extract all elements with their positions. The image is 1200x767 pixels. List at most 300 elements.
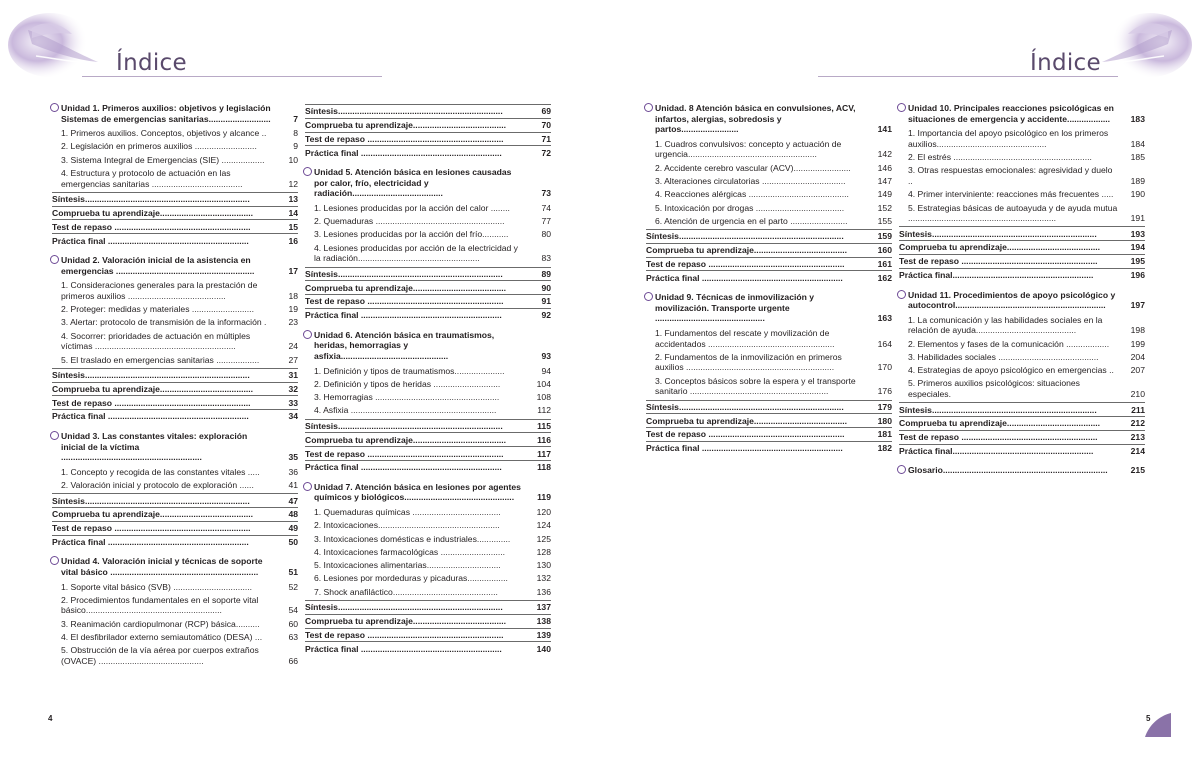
unit-heading-text: Unidad 3. Las constantes vitales: exploración inicial de la víctima ........................................................... [61, 430, 248, 463]
page-number: 4 [48, 714, 53, 723]
section-entry-page: 185 [1130, 152, 1145, 163]
unit-heading-page: 93 [541, 350, 551, 361]
circle-bullet-icon [897, 103, 906, 112]
activity-entry [305, 600, 551, 614]
section-entry-page: 19 [288, 304, 298, 315]
activity-entry-page: 160 [877, 245, 892, 256]
section-entry [305, 560, 551, 571]
section-entry-page: 207 [1130, 365, 1145, 376]
unit-heading-text: Glosario..................................................................... [908, 465, 1108, 476]
section-entry [646, 189, 892, 200]
activity-entry-page: 89 [541, 268, 551, 279]
activity-entry [646, 427, 892, 441]
section-entry-page: 210 [1130, 389, 1145, 399]
section-entry-text: 1. Cuadros convulsivos: concepto y actuación de urgencia...................................................... [655, 138, 842, 160]
section-entry-page: 41 [288, 480, 298, 490]
section-entry-page: 198 [1130, 325, 1145, 336]
section-entry-text: 3. Sistema Integral de Emergencias (SIE) .................. [61, 154, 265, 165]
section-entry-page: 130 [536, 560, 551, 571]
section-entry-text: 3. Otras respuestas emocionales: agresividad y duelo .. [908, 165, 1113, 186]
section-entry-text: 4. Socorrer: prioridades de actuación en múltiples víctimas ........................................................... [61, 330, 251, 352]
section-entry [305, 520, 551, 531]
section-entry-page: 152 [877, 202, 892, 213]
activity-entry-page: 116 [537, 434, 551, 445]
circle-bullet-icon [303, 482, 312, 491]
section-entry [305, 379, 551, 390]
unit-heading-text: Unidad 2. Valoración inicial de la asistencia en emergencias .......................................................... [61, 255, 255, 276]
section-entry [52, 595, 298, 616]
section-entry [52, 155, 298, 166]
section-entry-text: 6. Lesiones por mordeduras y picaduras................. [314, 573, 508, 584]
activity-entry-text: Test de repaso ......................................................... [305, 296, 504, 307]
activity-entry [899, 254, 1145, 268]
activity-entry-page: 15 [288, 221, 298, 232]
activity-entry [899, 268, 1145, 282]
section-entry-page: 77 [541, 216, 551, 227]
section-entry-text: 3. Conceptos básicos sobre la espera y el transporte sanitario .......................................................... [655, 375, 856, 397]
unit-heading [899, 103, 1145, 124]
section-entry [646, 216, 892, 227]
activity-entry [52, 395, 298, 409]
circle-bullet-icon [897, 290, 906, 299]
activity-entry-page: 137 [536, 602, 551, 613]
section-entry [52, 168, 298, 189]
activity-entry [305, 308, 551, 322]
section-entry-text: 3. Habilidades sociales .......................................... [908, 351, 1099, 362]
activity-entry [305, 446, 551, 460]
activity-entry-text: Test de repaso ......................................................... [52, 221, 251, 232]
activity-entry-page: 193 [1130, 228, 1145, 239]
circle-bullet-icon [644, 292, 653, 301]
section-entry-page: 125 [536, 533, 551, 544]
activity-entry-text: Síntesis..................................................................... [899, 404, 1097, 415]
section-entry-text: 3. Lesiones producidas por la acción del frío........... [314, 229, 509, 240]
activity-entry [52, 507, 298, 521]
section-entry-text: 4. Estructura y protocolo de actuación en las emergencias sanitarias ...................................... [61, 168, 243, 189]
section-entry [899, 315, 1145, 336]
activity-entry-page: 31 [288, 370, 298, 381]
circle-bullet-icon [50, 103, 59, 112]
unit-activities [305, 600, 551, 655]
section-entry [305, 216, 551, 227]
section-entry [305, 534, 551, 545]
unit-sections [52, 128, 298, 189]
activity-entry [305, 614, 551, 628]
activity-entry-text: Comprueba tu aprendizaje....................................... [899, 242, 1101, 253]
unit-sections [305, 507, 551, 597]
section-entry-page: 124 [536, 520, 551, 531]
section-entry-text: 3. Alertar: protocolo de transmisión de la información . [61, 317, 267, 328]
section-entry-text: 2. Procedimientos fundamentales en el soporte vital básico......................................................... [61, 594, 259, 616]
activity-entry-page: 194 [1130, 242, 1145, 253]
unit-heading-page: 119 [537, 492, 551, 503]
activity-entry [305, 460, 551, 474]
unit-sections [305, 366, 551, 416]
activity-entry-text: Síntesis..................................................................... [305, 602, 503, 613]
section-entry [52, 141, 298, 152]
circle-bullet-icon [50, 255, 59, 264]
activity-entry-text: Práctica final ........................................................... [305, 310, 502, 321]
activity-entry-page: 162 [877, 272, 892, 283]
section-entry-page: 128 [536, 546, 551, 557]
section-entry-page: 74 [541, 202, 551, 213]
activity-entry-page: 118 [537, 462, 551, 473]
section-entry-text: 4. Reacciones alérgicas .......................................... [655, 189, 849, 200]
activity-entry-text: Test de repaso ......................................................... [899, 256, 1098, 267]
section-entry [899, 365, 1145, 376]
activity-entry [52, 521, 298, 535]
activity-entry-text: Práctica final ........................................................... [52, 235, 249, 246]
section-entry [305, 243, 551, 264]
circle-bullet-icon [50, 431, 59, 440]
section-entry [899, 189, 1145, 200]
section-entry-page: 199 [1130, 338, 1145, 349]
circle-bullet-icon [644, 103, 653, 112]
activity-entry [52, 368, 298, 382]
section-entry-text: 2. Elementos y fases de la comunicación .................. [908, 338, 1110, 349]
activity-entry [305, 419, 551, 433]
activity-entry [305, 267, 551, 281]
section-entry-page: 149 [877, 189, 892, 200]
section-entry-page: 184 [1130, 138, 1145, 149]
toc-unit [899, 103, 1145, 282]
activity-entry-page: 92 [541, 310, 551, 321]
activity-entry [52, 409, 298, 423]
activity-entry-page: 48 [288, 509, 298, 520]
activity-entry-text: Test de repaso ......................................................... [646, 429, 845, 440]
section-entry-page: 142 [877, 149, 892, 160]
section-entry-page: 60 [288, 618, 298, 629]
activity-entry [305, 118, 551, 132]
activity-entry-text: Comprueba tu aprendizaje....................................... [52, 509, 254, 520]
activity-entry-page: 71 [541, 133, 551, 144]
activity-entry-text: Síntesis..................................................................... [52, 495, 250, 506]
activity-entry-page: 90 [541, 282, 551, 293]
section-entry [899, 128, 1145, 149]
activity-entry-page: 49 [288, 523, 298, 534]
activity-entry [305, 628, 551, 642]
activity-entry [646, 413, 892, 427]
unit-heading-text: Unidad 6. Atención básica en traumatismos, heridas, hemorragias y asfixia............................................. [314, 329, 495, 361]
activity-entry [646, 441, 892, 455]
section-entry [305, 547, 551, 558]
activity-entry-text: Comprueba tu aprendizaje....................................... [305, 120, 507, 131]
section-entry-page: 10 [288, 154, 298, 165]
activity-entry-page: 213 [1130, 432, 1145, 443]
activity-entry-page: 182 [877, 443, 892, 454]
section-entry-page: 83 [541, 253, 551, 264]
section-entry-text: 3. Alteraciones circulatorias ................................... [655, 175, 846, 186]
page-title: Índice [116, 50, 187, 76]
unit-activities [305, 419, 551, 474]
toc-unit [52, 431, 298, 548]
section-entry [899, 203, 1145, 224]
section-entry-text: 2. Proteger: medidas y materiales .......................... [61, 304, 254, 315]
activity-entry [52, 206, 298, 220]
activity-entry [899, 226, 1145, 240]
circle-bullet-icon [303, 330, 312, 339]
section-entry-text: 5. El traslado en emergencias sanitarias .................. [61, 354, 260, 365]
section-entry [646, 352, 892, 373]
section-entry-text: 1. Importancia del apoyo psicológico en los primeros auxilios.............................................. [908, 128, 1109, 149]
unit-sections [305, 203, 551, 264]
section-entry [305, 229, 551, 240]
unit-activities [646, 400, 892, 455]
section-entry [52, 645, 298, 666]
section-entry-page: 189 [1130, 175, 1145, 186]
section-entry-page: 23 [288, 317, 298, 328]
unit-heading-text: Unidad 4. Valoración inicial y técnicas de soporte vital básico .............................................................. [61, 556, 263, 577]
unit-heading-text: Unidad 9. Técnicas de inmovilización y movilización. Transporte urgente .............................................. [655, 292, 815, 324]
section-entry [305, 366, 551, 377]
activity-entry [305, 132, 551, 146]
section-entry-text: 1. Fundamentos del rescate y movilización de accidentados ..................................................... [655, 327, 835, 349]
activity-entry-text: Comprueba tu aprendizaje....................................... [899, 418, 1101, 429]
activity-entry [52, 382, 298, 396]
activity-entry-text: Test de repaso ......................................................... [305, 448, 504, 459]
activity-entry-page: 138 [536, 616, 551, 627]
section-entry [52, 480, 298, 491]
unit-heading [52, 103, 298, 124]
activity-entry-page: 72 [541, 147, 551, 158]
activity-entry-text: Test de repaso ......................................................... [305, 629, 504, 640]
activity-entry-page: 14 [288, 207, 298, 218]
activity-entry-page: 140 [536, 643, 551, 654]
activity-entry-page: 32 [288, 383, 298, 394]
section-entry [305, 573, 551, 584]
unit-activities [305, 104, 551, 159]
section-entry-page: 27 [288, 354, 298, 365]
unit-heading [52, 556, 298, 577]
unit-activities [899, 402, 1145, 457]
activity-entry-page: 161 [877, 258, 892, 269]
section-entry-page: 136 [536, 586, 551, 597]
activity-entry-page: 196 [1130, 270, 1145, 281]
unit-sections [646, 139, 892, 227]
unit-heading [305, 482, 551, 503]
section-entry [52, 355, 298, 366]
activity-entry-page: 91 [541, 296, 551, 307]
activity-entry-page: 16 [288, 235, 298, 246]
activity-entry [646, 229, 892, 243]
section-entry-page: 120 [536, 506, 551, 517]
activity-entry-text: Síntesis..................................................................... [646, 401, 844, 412]
unit-heading-text: Unidad 1. Primeros auxilios: objetivos y legislación Sistemas de emergencias sanitarias.......................... [61, 103, 271, 124]
unit-heading-text: Unidad 11. Procedimientos de apoyo psicológico y autocontrol............................................................... [908, 289, 1116, 311]
activity-entry-page: 180 [877, 415, 892, 426]
circle-bullet-icon [897, 465, 906, 474]
activity-entry-page: 33 [288, 397, 298, 408]
section-entry-text: 4. Asfixia ............................................................. [314, 405, 497, 416]
title-underline [82, 76, 382, 77]
unit-sections [899, 128, 1145, 224]
unit-heading-text: Unidad 7. Atención básica en lesiones por agentes químicos y biológicos.............................................. [314, 481, 521, 503]
title-underline [818, 76, 1118, 77]
activity-entry [899, 444, 1145, 458]
section-entry [52, 280, 298, 301]
section-entry [646, 163, 892, 174]
activity-entry-page: 212 [1130, 418, 1145, 429]
toc-column [646, 103, 892, 455]
section-entry [52, 467, 298, 478]
section-entry-text: 5. Intoxicación por drogas ..................................... [655, 202, 845, 213]
activity-entry-text: Comprueba tu aprendizaje....................................... [52, 383, 254, 394]
section-entry-text: 1. Consideraciones generales para la prestación de primeros auxilios ......................................... [61, 280, 258, 301]
section-entry-page: 104 [536, 378, 551, 389]
toc-unit [305, 104, 551, 159]
section-entry-text: 7. Shock anafiláctico............................................ [314, 586, 498, 597]
unit-heading-page: 51 [288, 567, 298, 577]
activity-entry [899, 402, 1145, 416]
unit-heading [305, 167, 551, 199]
activity-entry [52, 535, 298, 549]
activity-entry-page: 117 [537, 448, 551, 459]
unit-heading [52, 255, 298, 276]
unit-activities [305, 267, 551, 322]
section-entry [52, 632, 298, 643]
section-entry-page: 54 [288, 605, 298, 616]
section-entry [646, 176, 892, 187]
section-entry [52, 304, 298, 315]
activity-entry-text: Comprueba tu aprendizaje....................................... [305, 616, 507, 627]
activity-entry [52, 493, 298, 507]
unit-sections [52, 582, 298, 667]
unit-sections [52, 280, 298, 365]
section-entry-text: 5. Obstrucción de la vía aérea por cuerpos extraños (OVACE) ............................................ [61, 645, 259, 666]
section-entry-page: 63 [288, 632, 298, 643]
activity-entry [305, 432, 551, 446]
unit-sections [646, 328, 892, 397]
orchid-decoration-left [0, 0, 110, 80]
activity-entry-text: Práctica final ........................................................... [646, 272, 843, 283]
activity-entry-page: 70 [541, 120, 551, 131]
activity-entry-text: Práctica final ........................................................... [52, 536, 249, 547]
toc-unit [899, 465, 1145, 476]
section-entry-text: 4. El desfibrilador externo semiautomático (DESA) ... [61, 632, 263, 643]
section-entry-text: 2. Legislación en primeros auxilios .......................... [61, 141, 257, 152]
activity-entry-text: Comprueba tu aprendizaje....................................... [305, 434, 507, 445]
activity-entry [646, 243, 892, 257]
activity-entry [52, 192, 298, 206]
activity-entry-text: Práctica final........................................................... [899, 445, 1094, 456]
activity-entry-text: Test de repaso ......................................................... [52, 523, 251, 534]
unit-heading [899, 290, 1145, 311]
activity-entry-page: 47 [288, 495, 298, 506]
circle-bullet-icon [303, 167, 312, 176]
activity-entry-page: 69 [541, 106, 551, 117]
unit-heading-page: 197 [1130, 300, 1145, 311]
section-entry-page: 147 [877, 175, 892, 186]
activity-entry [899, 416, 1145, 430]
section-entry-text: 4. Primer interviniente: reacciones más frecuentes ..... [908, 189, 1114, 200]
section-entry-text: 5. Primeros auxilios psicológicos: situaciones especiales. [908, 378, 1080, 399]
activity-entry-text: Test de repaso ......................................................... [646, 258, 845, 269]
activity-entry [52, 219, 298, 233]
unit-heading [305, 330, 551, 362]
section-entry-page: 164 [877, 338, 892, 349]
section-entry-page: 8 [293, 128, 298, 139]
section-entry-page: 24 [288, 341, 298, 352]
section-entry-text: 2. Definición y tipos de heridas ............................ [314, 378, 501, 389]
activity-entry-text: Práctica final ........................................................... [305, 462, 502, 473]
unit-activities [52, 368, 298, 423]
unit-heading [52, 431, 298, 463]
section-entry-page: 52 [288, 581, 298, 592]
unit-heading [646, 103, 892, 135]
activity-entry-text: Síntesis..................................................................... [305, 268, 503, 279]
section-entry-page: 80 [541, 229, 551, 240]
activity-entry [899, 240, 1145, 254]
section-entry-page: 190 [1130, 189, 1145, 200]
section-entry-page: 66 [288, 655, 298, 666]
toc-unit [646, 103, 892, 284]
activity-entry-page: 179 [877, 401, 892, 412]
section-entry [646, 203, 892, 214]
section-entry-text: 1. Soporte vital básico (SVB) ................................. [61, 581, 253, 592]
section-entry-page: 204 [1130, 351, 1145, 362]
unit-heading-page: 7 [293, 113, 298, 124]
activity-entry-page: 13 [288, 194, 298, 205]
activity-entry-text: Síntesis..................................................................... [646, 231, 844, 242]
activity-entry [646, 270, 892, 284]
activity-entry-text: Test de repaso ......................................................... [305, 133, 504, 144]
toc-unit [305, 482, 551, 655]
unit-activities [52, 493, 298, 548]
toc-unit [899, 290, 1145, 458]
section-entry-page: 155 [877, 215, 892, 226]
page-title: Índice [1030, 50, 1101, 76]
section-entry-page: 146 [877, 162, 892, 173]
toc-unit [305, 330, 551, 474]
section-entry-text: 2. Accidente cerebro vascular (ACV)........................ [655, 162, 851, 173]
activity-entry-page: 115 [537, 420, 551, 431]
activity-entry-page: 195 [1130, 256, 1145, 267]
activity-entry-text: Síntesis..................................................................... [52, 194, 250, 205]
section-entry [899, 165, 1145, 186]
section-entry [305, 587, 551, 598]
section-entry-page: 112 [537, 405, 551, 416]
section-entry [52, 582, 298, 593]
section-entry-text: 1. Lesiones producidas por la acción del calor ........ [314, 202, 510, 213]
section-entry-text: 4. Lesiones producidas por acción de la electricidad y la radiación................................................... [314, 242, 518, 264]
activity-entry [52, 233, 298, 247]
toc-unit [52, 255, 298, 423]
unit-heading-page: 141 [877, 124, 892, 135]
section-entry [305, 392, 551, 403]
toc-unit [646, 292, 892, 455]
unit-heading-page: 215 [1130, 465, 1145, 476]
circle-bullet-icon [50, 556, 59, 565]
activity-entry [305, 294, 551, 308]
activity-entry-text: Test de repaso ......................................................... [52, 397, 251, 408]
unit-heading [646, 292, 892, 324]
activity-entry-text: Comprueba tu aprendizaje....................................... [305, 282, 507, 293]
toc-column [52, 103, 298, 669]
section-entry-text: 2. Intoxicaciones................................................... [314, 520, 500, 531]
toc-unit [52, 556, 298, 666]
toc-column [305, 103, 551, 655]
unit-activities [52, 192, 298, 247]
orchid-decoration-right [1090, 0, 1200, 80]
section-entry-text: 2. Quemaduras ...................................................... [314, 216, 505, 227]
activity-entry [646, 257, 892, 271]
section-entry-page: 170 [877, 362, 892, 373]
section-entry [52, 128, 298, 139]
section-entry [646, 328, 892, 349]
section-entry-text: 4. Estrategias de apoyo psicológico en emergencias .. [908, 365, 1114, 376]
unit-heading-text: Unidad 5. Atención básica en lesiones causadas por calor, frío, electricidad y radiación...................................... [314, 167, 512, 199]
section-entry-text: 2. Valoración inicial y protocolo de exploración ...... [61, 480, 254, 490]
